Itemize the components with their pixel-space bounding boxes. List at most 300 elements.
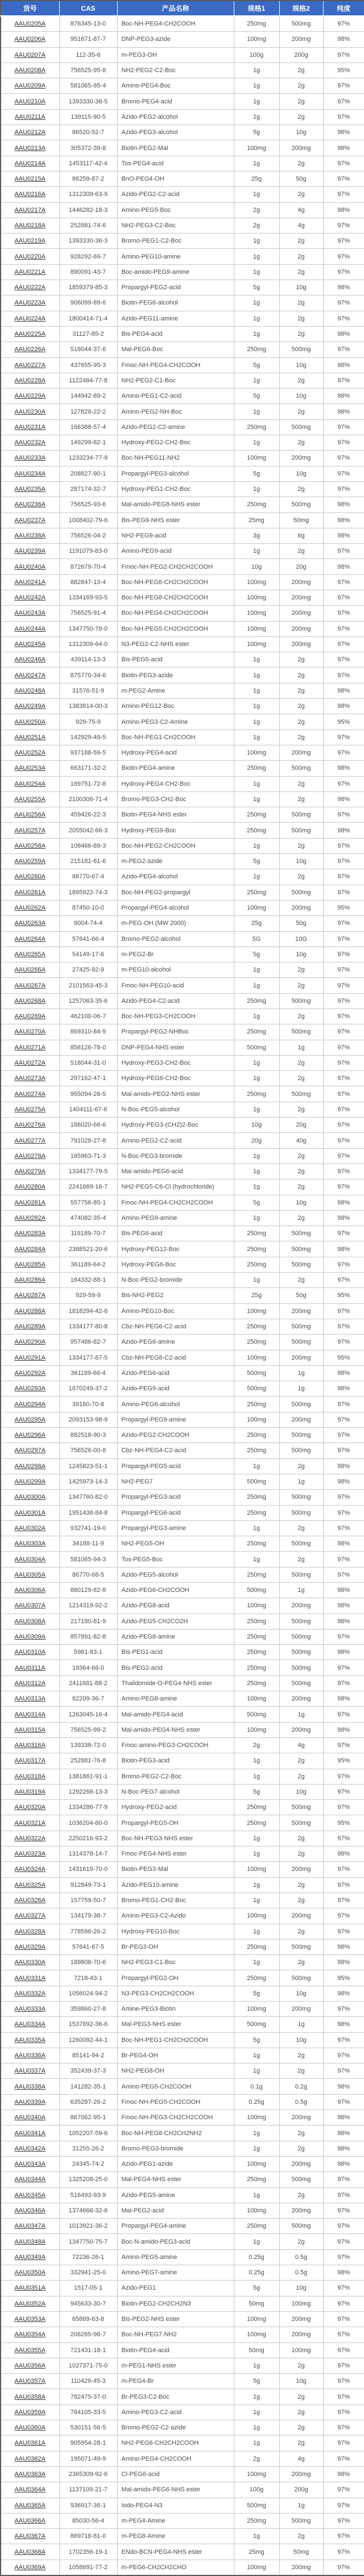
product-link[interactable]: AAU0276A <box>14 1122 46 1129</box>
product-link[interactable]: AAU0248A <box>14 687 46 694</box>
product-link[interactable]: AAU0215A <box>14 176 46 183</box>
cas-cell: 867062-95-1 <box>59 2110 117 2125</box>
spec2-cell: 2g <box>279 187 323 202</box>
catalog-cell <box>1 2017 59 2032</box>
cas-cell: 166388-57-4 <box>59 419 117 435</box>
spec1-cell: 1g <box>234 1164 279 1179</box>
product-link[interactable]: AAU0308A <box>14 1618 46 1625</box>
product-link[interactable]: AAU0222A <box>14 284 46 291</box>
product-link[interactable]: AAU0256A <box>14 811 46 819</box>
product-link[interactable]: AAU0291A <box>14 1354 46 1361</box>
product-link[interactable]: AAU0298A <box>14 1462 46 1470</box>
product-link[interactable]: AAU0324A <box>14 1866 46 1873</box>
product-link[interactable]: AAU0244A <box>14 625 46 632</box>
cas-cell: 31255-26-2 <box>59 2141 117 2156</box>
product-link[interactable]: AAU0310A <box>14 1649 46 1656</box>
product-link[interactable]: AAU0363A <box>14 2471 46 2478</box>
product-link[interactable]: AAU0366A <box>14 2517 46 2524</box>
table-row <box>1 1831 364 1846</box>
product-link[interactable]: AAU0205A <box>14 20 46 28</box>
catalog-cell <box>1 2451 59 2466</box>
product-link[interactable]: AAU0320A <box>14 1804 46 1811</box>
product-link[interactable]: AAU0335A <box>14 2036 46 2044</box>
product-link[interactable]: AAU0342A <box>14 2145 46 2152</box>
table-row <box>1 2436 364 2451</box>
product-link[interactable]: AAU0283A <box>14 1230 46 1237</box>
product-link[interactable]: AAU0361A <box>14 2440 46 2447</box>
product-name-cell: Amino-PEG3-C2-acid <box>117 2404 234 2420</box>
product-name-cell: Boc-NH-PEG8-CH2CH2NH2 <box>117 2125 234 2141</box>
product-link[interactable]: AAU0265A <box>14 951 46 958</box>
spec2-cell: 500mg <box>279 1226 323 1241</box>
product-link[interactable]: AAU0299A <box>14 1478 46 1486</box>
product-link[interactable]: AAU0287A <box>14 1292 46 1299</box>
product-link[interactable]: AAU0344A <box>14 2176 46 2183</box>
product-link[interactable]: AAU0260A <box>14 873 46 881</box>
table-row <box>1 2544 364 2560</box>
product-name-cell: Tos-PEG4-acid <box>117 156 234 171</box>
catalog-cell <box>1 2219 59 2234</box>
product-link[interactable]: AAU0229A <box>14 393 46 400</box>
product-link[interactable]: AAU0242A <box>14 594 46 602</box>
product-link[interactable]: AAU0349A <box>14 2253 46 2261</box>
product-link[interactable]: AAU0212A <box>14 129 46 136</box>
table-row <box>1 1645 364 1660</box>
purity-cell: 98% <box>323 1365 364 1381</box>
table-row <box>1 2064 364 2079</box>
catalog-cell <box>1 1164 59 1179</box>
spec2-cell: 500mg <box>279 1645 323 1660</box>
product-link[interactable]: AAU0208A <box>14 67 46 74</box>
product-link[interactable]: AAU0309A <box>14 1633 46 1641</box>
product-link[interactable]: AAU0246A <box>14 656 46 664</box>
product-link[interactable]: AAU0325A <box>14 1881 46 1889</box>
product-link[interactable]: AAU0272A <box>14 1060 46 1067</box>
product-link[interactable]: AAU0294A <box>14 1400 46 1408</box>
product-link[interactable]: AAU0254A <box>14 780 46 787</box>
product-link[interactable]: AAU0330A <box>14 1959 46 1966</box>
catalog-cell <box>1 1846 59 1862</box>
product-link[interactable]: AAU0216A <box>14 191 46 198</box>
product-link[interactable]: AAU0355A <box>14 2346 46 2354</box>
product-link[interactable]: AAU0247A <box>14 672 46 679</box>
cas-cell: 1263045-16-4 <box>59 1707 117 1722</box>
product-link[interactable]: AAU0277A <box>14 1137 46 1144</box>
product-link[interactable]: AAU0284A <box>14 1245 46 1253</box>
product-link[interactable]: AAU0321A <box>14 1819 46 1827</box>
product-name-cell: Boc-NH-PEG1-CH2CH2COOH <box>117 2032 234 2048</box>
product-link[interactable]: AAU0269A <box>14 1013 46 1020</box>
spec1-cell: 1g <box>234 156 279 171</box>
cas-cell: 57641-66-4 <box>59 931 117 947</box>
product-link[interactable]: AAU0278A <box>14 1152 46 1160</box>
product-link[interactable]: AAU0245A <box>14 641 46 648</box>
product-name-cell: Azido-PEG5-amine <box>117 2187 234 2203</box>
product-link[interactable]: AAU0290A <box>14 1339 46 1346</box>
product-link[interactable]: AAU0207A <box>14 51 46 59</box>
product-link[interactable]: AAU0305A <box>14 1571 46 1578</box>
product-link[interactable]: AAU0343A <box>14 2161 46 2168</box>
product-link[interactable]: AAU0333A <box>14 2006 46 2013</box>
product-name-cell: Amino-PEG6-alcohol <box>117 1397 234 1412</box>
product-link[interactable]: AAU0339A <box>14 2098 46 2106</box>
spec1-cell: 1g <box>234 1552 279 1567</box>
product-link[interactable]: AAU0223A <box>14 299 46 307</box>
product-link[interactable]: AAU0315A <box>14 1726 46 1733</box>
catalog-cell <box>1 435 59 451</box>
product-link[interactable]: AAU0255A <box>14 795 46 803</box>
purity-cell: 97% <box>323 2389 364 2404</box>
product-link[interactable]: AAU0281A <box>14 1199 46 1206</box>
product-link[interactable]: AAU0360A <box>14 2424 46 2432</box>
product-link[interactable]: AAU0251A <box>14 733 46 741</box>
product-link[interactable]: AAU0318A <box>14 1773 46 1780</box>
table-row <box>1 1753 364 1769</box>
purity-cell: 97% <box>323 481 364 497</box>
spec2-cell: 2g <box>279 62 323 78</box>
product-link[interactable]: AAU0345A <box>14 2191 46 2199</box>
purity-cell: 97% <box>323 218 364 233</box>
catalog-cell <box>1 606 59 621</box>
product-link[interactable]: AAU0353A <box>14 2316 46 2323</box>
purity-cell: 98% <box>323 683 364 698</box>
cas-cell: 932741-19-0 <box>59 1520 117 1536</box>
catalog-cell <box>1 1365 59 1381</box>
spec2-cell: 500mg <box>279 1490 323 1505</box>
product-link[interactable]: AAU0312A <box>14 1679 46 1687</box>
product-link[interactable]: AAU0322A <box>14 1835 46 1842</box>
spec2-cell: 20g <box>279 1118 323 1133</box>
cas-cell: 1334177-87-5 <box>59 1350 117 1365</box>
product-link[interactable]: AAU0369A <box>14 2564 46 2571</box>
product-link[interactable]: AAU0275A <box>14 1106 46 1113</box>
spec2-cell: 2g <box>279 1273 323 1288</box>
product-link[interactable]: AAU0327A <box>14 1912 46 1920</box>
product-link[interactable]: AAU0220A <box>14 253 46 260</box>
product-link[interactable]: AAU0319A <box>14 1788 46 1795</box>
purity-cell: 97% <box>323 2404 364 2420</box>
product-link[interactable]: AAU0365A <box>14 2502 46 2509</box>
cas-cell: 305372-39-8 <box>59 140 117 156</box>
product-link[interactable]: AAU0241A <box>14 578 46 586</box>
product-name-cell: Fmoc-NH-PEG2-CH2CH2COOH <box>117 559 234 574</box>
product-link[interactable]: AAU0313A <box>14 1695 46 1703</box>
spec1-cell: 50mg <box>234 2342 279 2358</box>
product-link[interactable]: AAU0334A <box>14 2021 46 2028</box>
cas-cell: 1404111-67-6 <box>59 1102 117 1117</box>
product-link[interactable]: AAU0311A <box>14 1664 46 1672</box>
spec1-cell: 1g <box>234 1846 279 1862</box>
product-link[interactable]: AAU0252A <box>14 749 46 757</box>
product-link[interactable]: AAU0243A <box>14 610 46 617</box>
catalog-cell <box>1 16 59 32</box>
spec2-cell: 2g <box>279 652 323 668</box>
product-link[interactable]: AAU0219A <box>14 237 46 245</box>
product-link[interactable]: AAU0348A <box>14 2238 46 2245</box>
spec2-cell: 200mg <box>279 1303 323 1319</box>
spec2-cell: 2g <box>279 1552 323 1567</box>
cas-cell: 86259-87-2 <box>59 171 117 186</box>
table-row <box>1 544 364 559</box>
spec2-cell: 10g <box>279 2281 323 2296</box>
purity-cell: 98% <box>323 1598 364 1614</box>
product-link[interactable]: AAU0239A <box>14 548 46 555</box>
table-row <box>1 2513 364 2528</box>
product-link[interactable]: AAU0231A <box>14 423 46 431</box>
product-link[interactable]: AAU0236A <box>14 501 46 508</box>
spec2-cell: 2g <box>279 2141 323 2156</box>
product-link[interactable]: AAU0249A <box>14 703 46 710</box>
product-link[interactable]: AAU0264A <box>14 935 46 943</box>
spec2-cell: 2g <box>279 730 323 745</box>
product-link[interactable]: AAU0292A <box>14 1369 46 1377</box>
product-link[interactable]: AAU0316A <box>14 1742 46 1749</box>
product-link[interactable]: AAU0346A <box>14 2207 46 2214</box>
catalog-cell <box>1 2187 59 2203</box>
cas-cell: 85141-94-2 <box>59 2048 117 2063</box>
purity-cell: 98% <box>323 2017 364 2032</box>
product-link[interactable]: AAU0368A <box>14 2548 46 2556</box>
product-link[interactable]: AAU0261A <box>14 889 46 896</box>
catalog-cell <box>1 823 59 838</box>
product-link[interactable]: AAU0280A <box>14 1183 46 1191</box>
table-row <box>1 1939 364 1954</box>
product-link[interactable]: AAU0307A <box>14 1602 46 1610</box>
product-link[interactable]: AAU0221A <box>14 268 46 276</box>
product-name-cell: Hydroxy-PEG6-Boc <box>117 1257 234 1272</box>
product-link[interactable]: AAU0289A <box>14 1323 46 1331</box>
purity-cell: 98% <box>323 1722 364 1737</box>
spec2-cell: 10g <box>279 125 323 140</box>
product-name-cell: Biotin-PEG2-CH2CH2N3 <box>117 2296 234 2311</box>
product-link[interactable]: AAU0257A <box>14 827 46 834</box>
product-name-cell: Bis-PEG1-acid <box>117 1645 234 1660</box>
product-link[interactable]: AAU0262A <box>14 904 46 912</box>
product-link[interactable]: AAU0263A <box>14 920 46 927</box>
product-link[interactable]: AAU0338A <box>14 2083 46 2090</box>
product-link[interactable]: AAU0329A <box>14 1943 46 1950</box>
product-link[interactable]: AAU0206A <box>14 36 46 43</box>
catalog-cell <box>1 2048 59 2063</box>
product-link[interactable]: AAU0317A <box>14 1757 46 1765</box>
product-link[interactable]: AAU0258A <box>14 842 46 849</box>
spec1-cell: 250mg <box>234 1397 279 1412</box>
table-row <box>1 2560 364 2575</box>
cas-cell: 474082-35-4 <box>59 1210 117 1226</box>
product-name-cell: Hydroxy-PEG12-Boc <box>117 1241 234 1257</box>
product-link[interactable]: AAU0282A <box>14 1215 46 1222</box>
product-link[interactable]: AAU0331A <box>14 1974 46 1982</box>
product-link[interactable]: AAU0357A <box>14 2378 46 2385</box>
spec2-cell: 50mg <box>279 512 323 528</box>
table-row <box>1 807 364 823</box>
product-link[interactable]: AAU0250A <box>14 718 46 726</box>
product-link[interactable]: AAU0296A <box>14 1432 46 1439</box>
product-link[interactable]: AAU0340A <box>14 2114 46 2121</box>
product-link[interactable]: AAU0341A <box>14 2129 46 2137</box>
product-name-cell: Boc-NH-PEG2-propargyl <box>117 885 234 900</box>
product-link[interactable]: AAU0210A <box>14 98 46 105</box>
spec1-cell: 1g <box>234 326 279 341</box>
spec2-cell: 2g <box>279 1893 323 1908</box>
product-link[interactable]: AAU0233A <box>14 455 46 462</box>
product-link[interactable]: AAU0301A <box>14 1509 46 1516</box>
product-link[interactable]: AAU0237A <box>14 516 46 524</box>
spec2-cell: 2g <box>279 234 323 249</box>
purity-cell: 97% <box>323 2172 364 2187</box>
catalog-cell <box>1 1924 59 1939</box>
catalog-cell <box>1 1381 59 1397</box>
product-link[interactable]: AAU0314A <box>14 1711 46 1718</box>
purity-cell: 97% <box>323 854 364 869</box>
product-name-cell: Amino-PEG7-amine <box>117 2265 234 2281</box>
product-name-cell: Propargyl-PEG2-acid <box>117 280 234 295</box>
table-row <box>1 636 364 652</box>
table-row <box>1 2048 364 2063</box>
product-link[interactable]: AAU0328A <box>14 1928 46 1935</box>
product-link[interactable]: AAU0336A <box>14 2052 46 2060</box>
purity-cell: 97% <box>323 1428 364 1443</box>
spec1-cell: 250mg <box>234 1536 279 1552</box>
product-link[interactable]: AAU0337A <box>14 2068 46 2075</box>
product-link[interactable]: AAU0230A <box>14 408 46 415</box>
table-row <box>1 435 364 451</box>
product-name-cell: Fmoc-NH-PEG3-CH2CH2COOH <box>117 2110 234 2125</box>
table-row <box>1 683 364 698</box>
product-link[interactable]: AAU0304A <box>14 1556 46 1563</box>
product-link[interactable]: AAU0306A <box>14 1587 46 1594</box>
product-name-cell: Boc-N-amido-PEG3-acid <box>117 2234 234 2249</box>
product-link[interactable]: AAU0358A <box>14 2393 46 2400</box>
product-link[interactable]: AAU0235A <box>14 486 46 493</box>
purity-cell: 97% <box>323 1737 364 1753</box>
table-row <box>1 218 364 233</box>
purity-cell: 97% <box>323 2544 364 2560</box>
product-link[interactable]: AAU0288A <box>14 1307 46 1315</box>
product-link[interactable]: AAU0359A <box>14 2408 46 2416</box>
product-name-cell: Hydroxy-PEG2-acid <box>117 1800 234 1815</box>
purity-cell: 97% <box>323 947 364 962</box>
product-link[interactable]: AAU0285A <box>14 1261 46 1268</box>
catalog-cell <box>1 1458 59 1474</box>
product-name-cell: Boc-NH-PEG2-CH2COOH <box>117 838 234 853</box>
cas-cell: 439114-13-3 <box>59 652 117 668</box>
spec2-cell: 2g <box>279 2187 323 2203</box>
purity-cell: 97% <box>323 1040 364 1055</box>
product-link[interactable]: AAU0217A <box>14 206 46 214</box>
cas-cell: 2101563-45-3 <box>59 978 117 993</box>
spec1-cell: 1g <box>234 1102 279 1117</box>
product-link[interactable]: AAU0213A <box>14 144 46 152</box>
product-link[interactable]: AAU0240A <box>14 563 46 570</box>
product-link[interactable]: AAU0253A <box>14 765 46 772</box>
product-link[interactable]: AAU0214A <box>14 160 46 167</box>
purity-cell: 98% <box>323 2156 364 2171</box>
product-link[interactable]: AAU0273A <box>14 1075 46 1082</box>
spec2-cell: 2g <box>279 1955 323 1970</box>
product-link[interactable]: AAU0274A <box>14 1090 46 1098</box>
product-link[interactable]: AAU0300A <box>14 1494 46 1501</box>
spec1-cell: 250mg <box>234 1241 279 1257</box>
catalog-cell <box>1 2498 59 2513</box>
spec1-cell: 250mg <box>234 1505 279 1520</box>
product-link[interactable]: AAU0293A <box>14 1385 46 1393</box>
product-name-cell: Biotin-PEG3-azide <box>117 668 234 683</box>
catalog-cell <box>1 1148 59 1164</box>
table-row <box>1 1784 364 1799</box>
cas-cell: 157759-50-7 <box>59 1893 117 1908</box>
spec2-cell: 2g <box>279 404 323 419</box>
spec1-cell: 25g <box>234 171 279 186</box>
product-link[interactable]: AAU0228A <box>14 377 46 384</box>
product-link[interactable]: AAU0232A <box>14 439 46 447</box>
product-link[interactable]: AAU0362A <box>14 2455 46 2462</box>
product-link[interactable]: AAU0271A <box>14 1044 46 1051</box>
product-link[interactable]: AAU0356A <box>14 2362 46 2369</box>
product-link[interactable]: AAU0350A <box>14 2269 46 2277</box>
product-link[interactable]: AAU0332A <box>14 1990 46 1997</box>
product-link[interactable]: AAU0367A <box>14 2533 46 2540</box>
product-link[interactable]: AAU0303A <box>14 1540 46 1548</box>
table-row <box>1 1009 364 1024</box>
spec2-cell: 500mg <box>279 1024 323 1040</box>
product-link[interactable]: AAU0351A <box>14 2285 46 2292</box>
column-header-spec2: 规格2 <box>279 1 323 16</box>
product-link[interactable]: AAU0326A <box>14 1897 46 1904</box>
product-link[interactable]: AAU0234A <box>14 470 46 477</box>
table-row <box>1 574 364 590</box>
product-link[interactable]: AAU0268A <box>14 997 46 1004</box>
product-link[interactable]: AAU0347A <box>14 2223 46 2230</box>
product-link[interactable]: AAU0227A <box>14 361 46 369</box>
spec1-cell: 1g <box>234 668 279 683</box>
product-link[interactable]: AAU0302A <box>14 1524 46 1532</box>
table-row <box>1 512 364 528</box>
product-link[interactable]: AAU0279A <box>14 1168 46 1176</box>
product-link[interactable]: AAU0354A <box>14 2331 46 2339</box>
product-link[interactable]: AAU0364A <box>14 2486 46 2494</box>
spec2-cell: 200mg <box>279 1598 323 1614</box>
product-link[interactable]: AAU0352A <box>14 2300 46 2307</box>
product-link[interactable]: AAU0295A <box>14 1416 46 1423</box>
product-link[interactable]: AAU0297A <box>14 1447 46 1454</box>
product-link[interactable]: AAU0238A <box>14 532 46 539</box>
product-link[interactable]: AAU0323A <box>14 1850 46 1858</box>
spec2-cell: 2g <box>279 295 323 311</box>
product-link[interactable]: AAU0286A <box>14 1277 46 1284</box>
table-row <box>1 947 364 962</box>
product-link[interactable]: AAU0211A <box>14 113 46 120</box>
product-link[interactable]: AAU0218A <box>14 222 46 229</box>
catalog-cell <box>1 869 59 885</box>
product-link[interactable]: AAU0266A <box>14 966 46 974</box>
catalog-cell <box>1 854 59 869</box>
product-name-cell: m-PEG8-Amine <box>117 2529 234 2544</box>
catalog-cell <box>1 885 59 900</box>
product-name-cell: Propargyl-PEG3-alcohol <box>117 466 234 481</box>
product-link[interactable]: AAU0259A <box>14 858 46 865</box>
product-link[interactable]: AAU0225A <box>14 331 46 338</box>
product-name-cell: Fmoc-amino-PEG3-CH2COOH <box>117 1737 234 1753</box>
product-link[interactable]: AAU0270A <box>14 1028 46 1036</box>
product-link[interactable]: AAU0267A <box>14 982 46 989</box>
product-link[interactable]: AAU0209A <box>14 82 46 90</box>
product-link[interactable]: AAU0224A <box>14 315 46 322</box>
product-link[interactable]: AAU0226A <box>14 346 46 353</box>
spec1-cell: 0.25g <box>234 2265 279 2281</box>
purity-cell: 97% <box>323 1179 364 1195</box>
table-row <box>1 171 364 186</box>
